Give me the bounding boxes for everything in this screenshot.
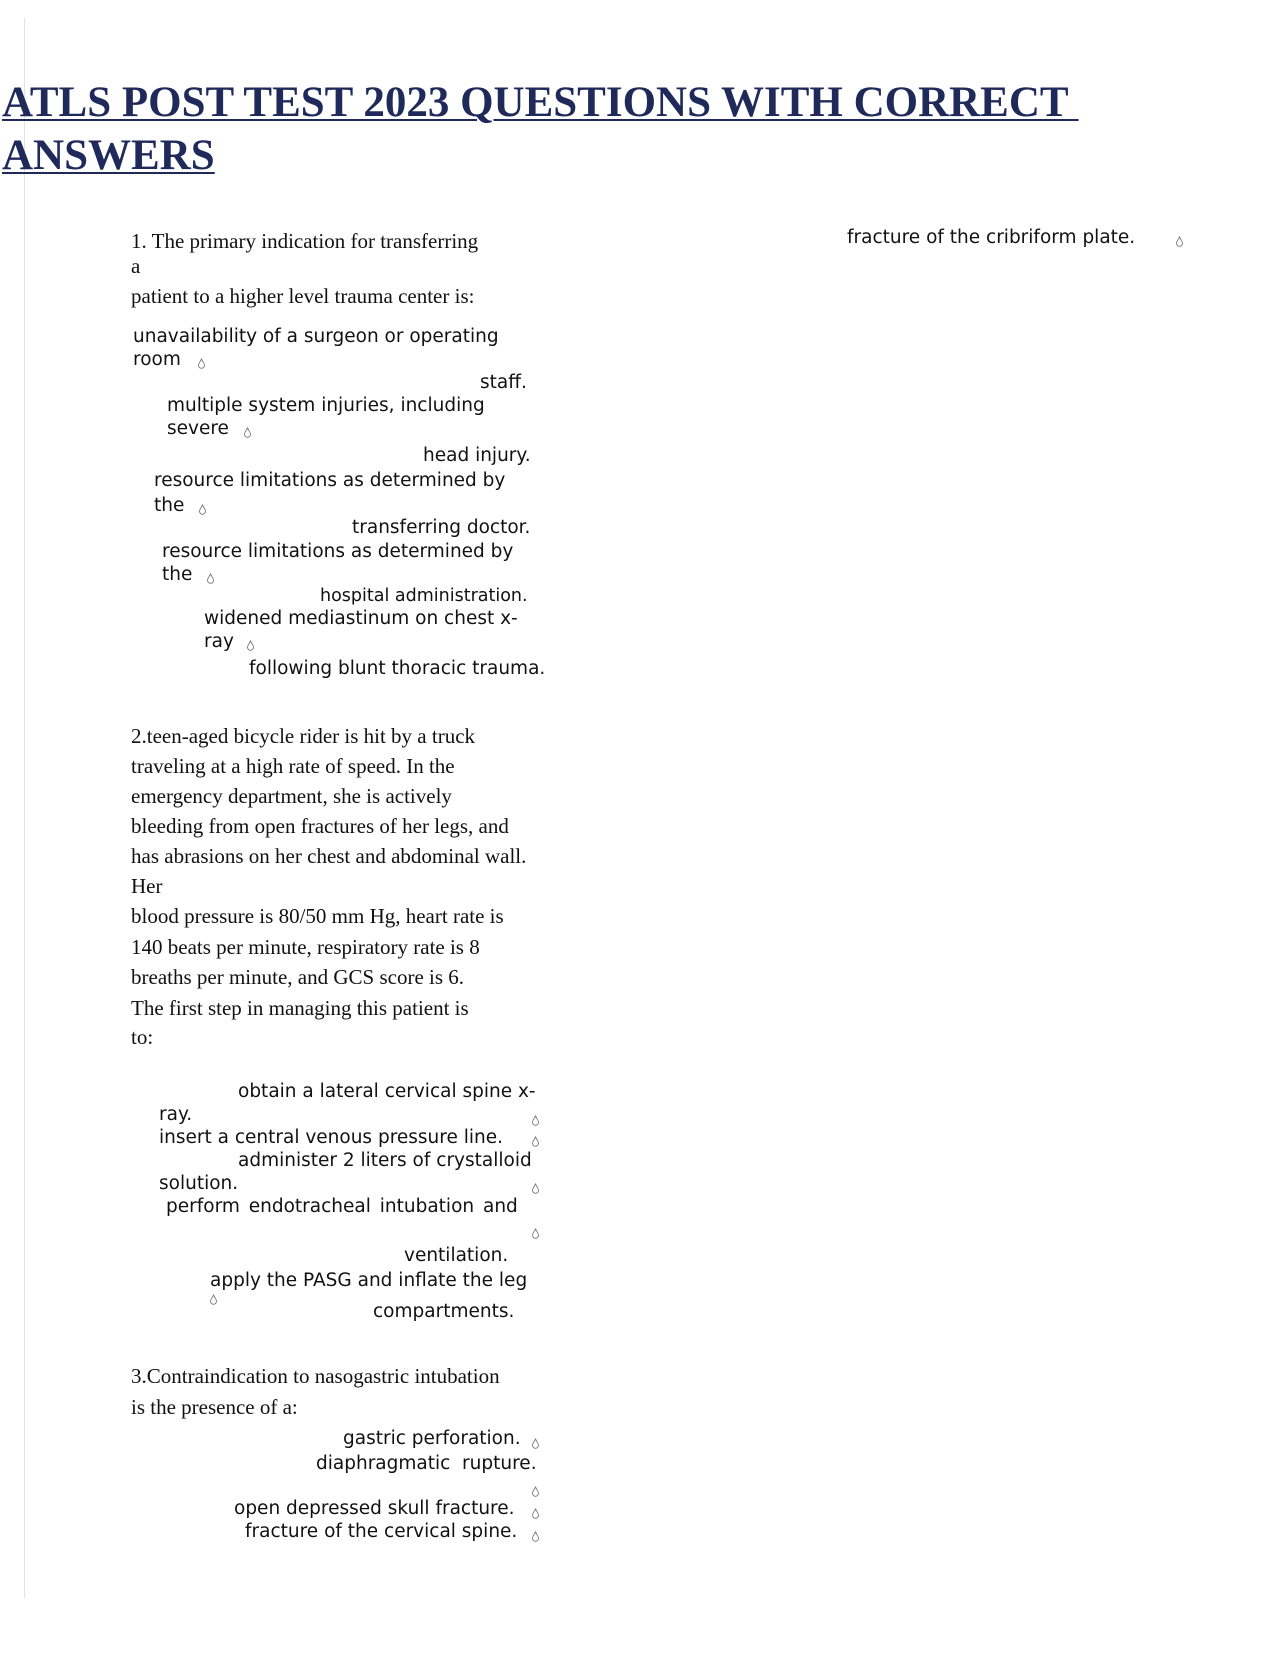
answer-option-text: staff. bbox=[480, 372, 527, 393]
drop-icon bbox=[531, 1438, 540, 1449]
drop-icon bbox=[243, 427, 252, 438]
answer-option-text: administer 2 liters of crystalloid bbox=[238, 1150, 532, 1171]
answer-option-text: room bbox=[133, 349, 181, 370]
question-2-stem-line: Her bbox=[131, 874, 163, 898]
answer-option-text: resource limitations as determined by bbox=[154, 470, 506, 491]
document-title-line-1: ATLS POST TEST 2023 QUESTIONS WITH CORRECT bbox=[2, 79, 1079, 126]
answer-option-text: resource limitations as determined by bbox=[162, 541, 514, 562]
drop-icon bbox=[531, 1183, 540, 1194]
drop-icon bbox=[1175, 236, 1184, 247]
question-2-stem-line: has abrasions on her chest and abdominal wall. bbox=[131, 844, 527, 868]
question-1-stem-line: 1. The primary indication for transferring bbox=[131, 229, 479, 253]
page-margin-line bbox=[24, 18, 25, 1598]
drop-icon bbox=[209, 1294, 218, 1305]
answer-option-text: following blunt thoracic trauma. bbox=[249, 658, 546, 679]
drop-icon bbox=[246, 640, 255, 651]
drop-icon bbox=[531, 1531, 540, 1542]
question-1-stem-line: patient to a higher level trauma center is: bbox=[131, 284, 475, 308]
answer-option-text: compartments. bbox=[373, 1301, 515, 1322]
answer-option-text: severe bbox=[167, 418, 229, 439]
question-2-stem-line: emergency department, she is actively bbox=[131, 784, 452, 808]
answer-option-text: apply the PASG and inflate the leg bbox=[210, 1270, 528, 1291]
answer-option-text: transferring doctor. bbox=[352, 517, 531, 538]
drop-icon bbox=[531, 1508, 540, 1519]
answer-option-text: ray bbox=[204, 631, 234, 652]
drop-icon bbox=[197, 358, 206, 369]
question-2-stem-line: traveling at a high rate of speed. In the bbox=[131, 754, 455, 778]
question-3-stem-line: is the presence of a: bbox=[131, 1395, 298, 1419]
drop-icon bbox=[531, 1115, 540, 1126]
document-title-line-2: ANSWERS bbox=[2, 132, 215, 179]
drop-icon bbox=[206, 573, 215, 584]
answer-option-text: solution. bbox=[159, 1173, 239, 1194]
answer-option-text: head injury. bbox=[423, 445, 531, 466]
answer-option-text: ventilation. bbox=[404, 1245, 509, 1266]
answer-option-text: open depressed skull fracture. bbox=[234, 1498, 515, 1519]
question-2-stem-line: 2.teen-aged bicycle rider is hit by a truck bbox=[131, 724, 476, 748]
answer-option-text: perform endotracheal intubation and bbox=[166, 1196, 518, 1217]
question-3-stem-line: 3.Contraindication to nasogastric intubation bbox=[131, 1364, 500, 1388]
question-2-stem-line: breaths per minute, and GCS score is 6. bbox=[131, 965, 465, 989]
answer-option-text: ray. bbox=[159, 1104, 193, 1125]
answer-option-text: fracture of the cervical spine. bbox=[245, 1521, 518, 1542]
answer-option-text: widened mediastinum on chest x- bbox=[204, 608, 518, 629]
question-1-stem-line: a bbox=[131, 254, 141, 278]
drop-icon bbox=[531, 1228, 540, 1239]
answer-option-text: hospital administration. bbox=[320, 586, 528, 606]
answer-option-text: the bbox=[154, 495, 185, 516]
drop-icon bbox=[531, 1136, 540, 1147]
answer-option-text: insert a central venous pressure line. bbox=[159, 1127, 504, 1148]
drop-icon bbox=[198, 504, 207, 515]
right-column-text: fracture of the cribriform plate. bbox=[847, 227, 1136, 248]
answer-option-text: gastric perforation. bbox=[343, 1428, 521, 1449]
question-2-stem-line: The first step in managing this patient is bbox=[131, 996, 469, 1020]
answer-option-text: the bbox=[162, 564, 193, 585]
drop-icon bbox=[531, 1486, 540, 1497]
question-2-stem-line: 140 beats per minute, respiratory rate is 8 bbox=[131, 935, 480, 959]
question-2-stem-line: blood pressure is 80/50 mm Hg, heart rate is bbox=[131, 904, 504, 928]
question-2-stem-line: to: bbox=[131, 1025, 154, 1049]
answer-option-text: unavailability of a surgeon or operating bbox=[133, 326, 499, 347]
question-2-stem-line: bleeding from open fractures of her legs, and bbox=[131, 814, 509, 838]
document-title bbox=[2, 76, 1202, 182]
answer-option-text: obtain a lateral cervical spine x- bbox=[238, 1081, 536, 1102]
answer-option-text: diaphragmatic rupture. bbox=[316, 1453, 537, 1474]
answer-option-text: multiple system injuries, including bbox=[167, 395, 485, 416]
